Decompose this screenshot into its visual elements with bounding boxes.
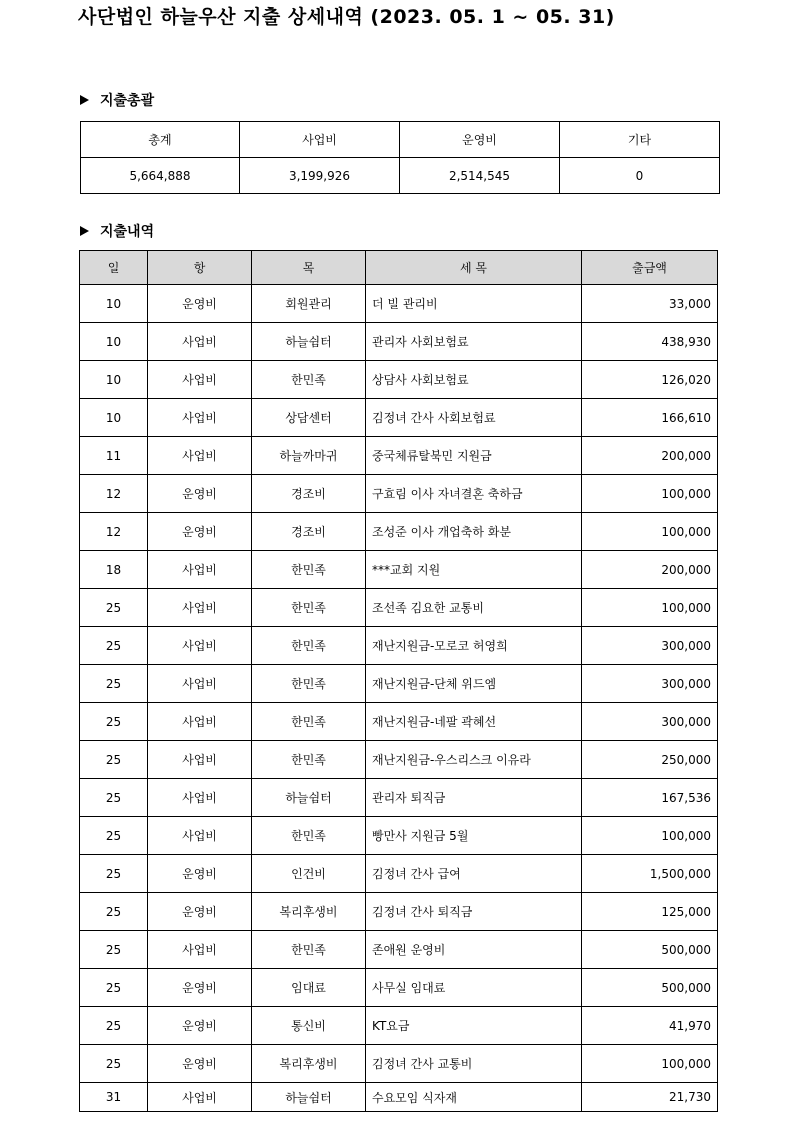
day-cell: 12: [80, 513, 148, 551]
category-cell: 사업비: [148, 741, 252, 779]
sub-item-cell: 수요모임 식자재: [366, 1083, 582, 1112]
category-cell: 사업비: [148, 665, 252, 703]
summary-header-business: 사업비: [240, 122, 400, 158]
day-cell: 18: [80, 551, 148, 589]
day-cell: 11: [80, 437, 148, 475]
item-cell: 하늘쉼터: [252, 779, 366, 817]
day-cell: 25: [80, 855, 148, 893]
summary-table: [80, 121, 720, 194]
sub-item-cell: 조성준 이사 개업축하 화분: [366, 513, 582, 551]
table-row: [80, 665, 718, 703]
item-cell: 한민족: [252, 551, 366, 589]
summary-value-total: 5,664,888: [81, 158, 240, 194]
sub-item-cell: 사무실 임대료: [366, 969, 582, 1007]
category-cell: 사업비: [148, 399, 252, 437]
category-cell: 사업비: [148, 323, 252, 361]
table-row: [80, 285, 718, 323]
table-row: [80, 817, 718, 855]
sub-item-cell: KT요금: [366, 1007, 582, 1045]
item-cell: 한민족: [252, 589, 366, 627]
category-cell: 운영비: [148, 969, 252, 1007]
amount-cell: 100,000: [582, 1045, 718, 1083]
item-cell: 한민족: [252, 703, 366, 741]
amount-cell: 100,000: [582, 817, 718, 855]
sub-item-cell: 중국체류탈북민 지원금: [366, 437, 582, 475]
amount-cell: 300,000: [582, 665, 718, 703]
item-cell: 한민족: [252, 741, 366, 779]
category-cell: 사업비: [148, 817, 252, 855]
amount-cell: 500,000: [582, 931, 718, 969]
table-row: [80, 589, 718, 627]
detail-header-row: [80, 251, 718, 285]
table-row: [80, 931, 718, 969]
summary-value-operation: 2,514,545: [400, 158, 560, 194]
sub-item-cell: 김정녀 간사 퇴직금: [366, 893, 582, 931]
day-cell: 25: [80, 1007, 148, 1045]
day-cell: 10: [80, 285, 148, 323]
triangle-bullet-icon: [80, 226, 89, 236]
item-cell: 한민족: [252, 361, 366, 399]
day-cell: 25: [80, 969, 148, 1007]
item-cell: 회원관리: [252, 285, 366, 323]
summary-header-row: [81, 122, 720, 158]
table-row: [80, 551, 718, 589]
amount-cell: 1,500,000: [582, 855, 718, 893]
sub-item-cell: 재난지원금-우스리스크 이유라: [366, 741, 582, 779]
item-cell: 한민족: [252, 817, 366, 855]
sub-item-cell: 재난지원금-네팔 곽혜선: [366, 703, 582, 741]
day-cell: 25: [80, 893, 148, 931]
sub-item-cell: 김정녀 간사 사회보험료: [366, 399, 582, 437]
header-sub-item: 세 목: [366, 251, 582, 285]
category-cell: 운영비: [148, 855, 252, 893]
table-row: [80, 1045, 718, 1083]
detail-table-body: [80, 285, 718, 1112]
table-row: [80, 969, 718, 1007]
amount-cell: 41,970: [582, 1007, 718, 1045]
amount-cell: 200,000: [582, 551, 718, 589]
amount-cell: 126,020: [582, 361, 718, 399]
amount-cell: 167,536: [582, 779, 718, 817]
day-cell: 25: [80, 931, 148, 969]
sub-item-cell: 상담사 사회보험료: [366, 361, 582, 399]
item-cell: 상담센터: [252, 399, 366, 437]
sub-item-cell: 조선족 김요한 교통비: [366, 589, 582, 627]
table-row: [80, 475, 718, 513]
item-cell: 임대료: [252, 969, 366, 1007]
item-cell: 복리후생비: [252, 1045, 366, 1083]
table-row: [80, 855, 718, 893]
item-cell: 인건비: [252, 855, 366, 893]
category-cell: 사업비: [148, 437, 252, 475]
sub-item-cell: 김정녀 간사 교통비: [366, 1045, 582, 1083]
detail-table: [79, 250, 718, 1112]
category-cell: 사업비: [148, 703, 252, 741]
table-row: [80, 779, 718, 817]
page-title: 사단법인 하늘우산 지출 상세내역 (2023. 05. 1 ~ 05. 31): [78, 6, 615, 28]
item-cell: 통신비: [252, 1007, 366, 1045]
item-cell: 복리후생비: [252, 893, 366, 931]
sub-item-cell: 김정녀 간사 급여: [366, 855, 582, 893]
item-cell: 하늘쉼터: [252, 323, 366, 361]
item-cell: 경조비: [252, 475, 366, 513]
summary-heading-label: 지출총괄: [100, 93, 155, 109]
header-day: 일: [80, 251, 148, 285]
summary-header-other: 기타: [560, 122, 720, 158]
sub-item-cell: 관리자 사회보험료: [366, 323, 582, 361]
sub-item-cell: ***교회 지원: [366, 551, 582, 589]
item-cell: 한민족: [252, 627, 366, 665]
header-item: 목: [252, 251, 366, 285]
summary-value-row: [81, 158, 720, 194]
category-cell: 사업비: [148, 551, 252, 589]
category-cell: 운영비: [148, 893, 252, 931]
category-cell: 운영비: [148, 475, 252, 513]
summary-value-other: 0: [560, 158, 720, 194]
item-cell: 하늘까마귀: [252, 437, 366, 475]
table-row: [80, 1083, 718, 1112]
category-cell: 운영비: [148, 1007, 252, 1045]
day-cell: 10: [80, 361, 148, 399]
amount-cell: 100,000: [582, 475, 718, 513]
details-section-heading: [80, 221, 154, 241]
day-cell: 25: [80, 589, 148, 627]
triangle-bullet-icon: [80, 95, 89, 105]
amount-cell: 300,000: [582, 627, 718, 665]
amount-cell: 125,000: [582, 893, 718, 931]
sub-item-cell: 구효림 이사 자녀결혼 축하금: [366, 475, 582, 513]
item-cell: 하늘쉼터: [252, 1083, 366, 1112]
category-cell: 사업비: [148, 931, 252, 969]
table-row: [80, 741, 718, 779]
category-cell: 운영비: [148, 1045, 252, 1083]
sub-item-cell: 재난지원금-단체 위드엠: [366, 665, 582, 703]
summary-section-heading: [80, 90, 154, 110]
category-cell: 사업비: [148, 589, 252, 627]
amount-cell: 500,000: [582, 969, 718, 1007]
sub-item-cell: 재난지원금-모로코 허영희: [366, 627, 582, 665]
table-row: [80, 513, 718, 551]
summary-header-total: 총계: [81, 122, 240, 158]
day-cell: 31: [80, 1083, 148, 1112]
header-amount: 출금액: [582, 251, 718, 285]
summary-header-operation: 운영비: [400, 122, 560, 158]
day-cell: 25: [80, 627, 148, 665]
day-cell: 25: [80, 817, 148, 855]
day-cell: 25: [80, 779, 148, 817]
day-cell: 25: [80, 665, 148, 703]
item-cell: 한민족: [252, 931, 366, 969]
day-cell: 25: [80, 741, 148, 779]
day-cell: 10: [80, 323, 148, 361]
day-cell: 12: [80, 475, 148, 513]
day-cell: 10: [80, 399, 148, 437]
amount-cell: 166,610: [582, 399, 718, 437]
table-row: [80, 703, 718, 741]
summary-value-business: 3,199,926: [240, 158, 400, 194]
category-cell: 사업비: [148, 779, 252, 817]
sub-item-cell: 더 빌 관리비: [366, 285, 582, 323]
amount-cell: 250,000: [582, 741, 718, 779]
table-row: [80, 1007, 718, 1045]
sub-item-cell: 관리자 퇴직금: [366, 779, 582, 817]
category-cell: 사업비: [148, 361, 252, 399]
day-cell: 25: [80, 703, 148, 741]
category-cell: 사업비: [148, 627, 252, 665]
amount-cell: 33,000: [582, 285, 718, 323]
category-cell: 운영비: [148, 513, 252, 551]
category-cell: 사업비: [148, 1083, 252, 1112]
table-row: [80, 893, 718, 931]
category-cell: 운영비: [148, 285, 252, 323]
amount-cell: 200,000: [582, 437, 718, 475]
amount-cell: 300,000: [582, 703, 718, 741]
item-cell: 경조비: [252, 513, 366, 551]
amount-cell: 438,930: [582, 323, 718, 361]
sub-item-cell: 존애원 운영비: [366, 931, 582, 969]
amount-cell: 100,000: [582, 513, 718, 551]
details-heading-label: 지출내역: [100, 224, 155, 240]
day-cell: 25: [80, 1045, 148, 1083]
table-row: [80, 361, 718, 399]
item-cell: 한민족: [252, 665, 366, 703]
table-row: [80, 323, 718, 361]
table-row: [80, 627, 718, 665]
sub-item-cell: 빵만사 지원금 5월: [366, 817, 582, 855]
amount-cell: 21,730: [582, 1083, 718, 1112]
amount-cell: 100,000: [582, 589, 718, 627]
table-row: [80, 399, 718, 437]
header-category: 항: [148, 251, 252, 285]
table-row: [80, 437, 718, 475]
